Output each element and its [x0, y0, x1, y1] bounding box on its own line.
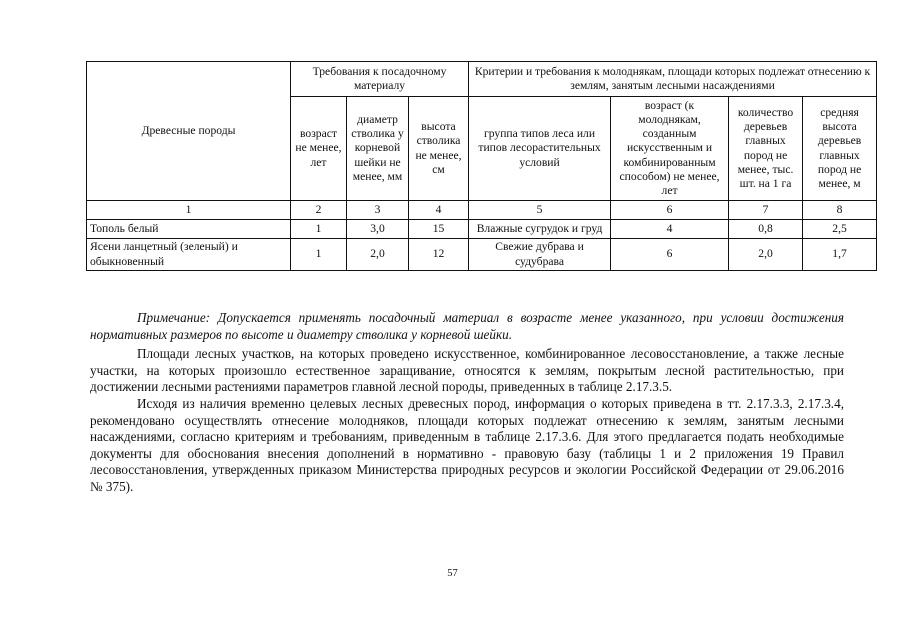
header-tree-count: количество деревьев главных пород не менее, тыс. шт. на 1 га — [729, 97, 803, 201]
column-number: 6 — [611, 201, 729, 220]
cell-age: 1 — [291, 220, 347, 239]
cell-forest-type: Влажные сугрудок и груд — [469, 220, 611, 239]
paragraph: Исходя из наличия временно целевых лесных древесных пород, информация о которых приведена в тт. 2.17.3.3, 2.17.3.4, рекомендовано осуществлять отнесение молодняков, площади которых подлежат отнесению к землям, занятым лесными насаждениями, согласно критериям и требованиям, приведенным в таблице 2.17.3.6. Для этого предлагается подать необходимые документы для обоснования внесения дополнений в нормативно - правовую базу (таблицы 1 и 2 приложения 19 Правил лесовосстановления, утвержденных приказом Министерства природных ресурсов и экологии Российской Федерации от 29.06.2016 № 375). — [90, 395, 844, 494]
header-planting-group: Требования к посадочному материалу — [291, 62, 469, 97]
table-note: Примечание: Допускается применять посадочный материал в возрасте менее указанного, при условии достижения нормативных размеров по высоте и диаметру стволика у корневой шейки. — [90, 310, 844, 342]
header-age: возраст не менее, лет — [291, 97, 347, 201]
cell-species: Тополь белый — [87, 220, 291, 239]
column-number: 7 — [729, 201, 803, 220]
header-diameter: диаметр стволика у корневой шейки не менее, мм — [347, 97, 409, 201]
header-forest-type: группа типов леса или типов лесорастительных условий — [469, 97, 611, 201]
table-row — [87, 239, 877, 271]
requirements-table — [86, 61, 877, 271]
header-young-group: Критерии и требования к молоднякам, площади которых подлежат отнесению к землям, занятым лесными насаждениями — [469, 62, 877, 97]
paragraph: Площади лесных участков, на которых проведено искусственное, комбинированное лесовосстановление, а также лесные участки, на которых произошло естественное заращивание, относятся к землям, покрытым лесной растительностью, при достижении лесными растениями параметров главной лесной породы, приведенных в таблице 2.17.3.5. — [90, 346, 844, 395]
page-number: 57 — [447, 568, 458, 579]
cell-height: 15 — [409, 220, 469, 239]
cell-young-age: 4 — [611, 220, 729, 239]
header-species: Древесные породы — [87, 62, 291, 201]
column-number: 1 — [87, 201, 291, 220]
cell-forest-type: Свежие дубрава и судубрава — [469, 239, 611, 271]
header-height: высота стволика не менее, см — [409, 97, 469, 201]
cell-height: 12 — [409, 239, 469, 271]
cell-diameter: 2,0 — [347, 239, 409, 271]
table-header-row-1 — [87, 62, 877, 97]
header-avg-height: средняя высота деревьев главных пород не менее, м — [803, 97, 877, 201]
cell-diameter: 3,0 — [347, 220, 409, 239]
column-number-row — [87, 201, 877, 220]
cell-avg-height: 2,5 — [803, 220, 877, 239]
cell-avg-height: 1,7 — [803, 239, 877, 271]
header-young-age: возраст (к молоднякам, созданным искусственным и комбинированным способом) не менее, лет — [611, 97, 729, 201]
cell-age: 1 — [291, 239, 347, 271]
column-number: 4 — [409, 201, 469, 220]
table-row — [87, 220, 877, 239]
cell-tree-count: 2,0 — [729, 239, 803, 271]
body-text — [90, 310, 844, 496]
cell-species: Ясени ланцетный (зеленый) и обыкновенный — [87, 239, 291, 271]
column-number: 8 — [803, 201, 877, 220]
cell-young-age: 6 — [611, 239, 729, 271]
column-number: 3 — [347, 201, 409, 220]
column-number: 5 — [469, 201, 611, 220]
column-number: 2 — [291, 201, 347, 220]
cell-tree-count: 0,8 — [729, 220, 803, 239]
